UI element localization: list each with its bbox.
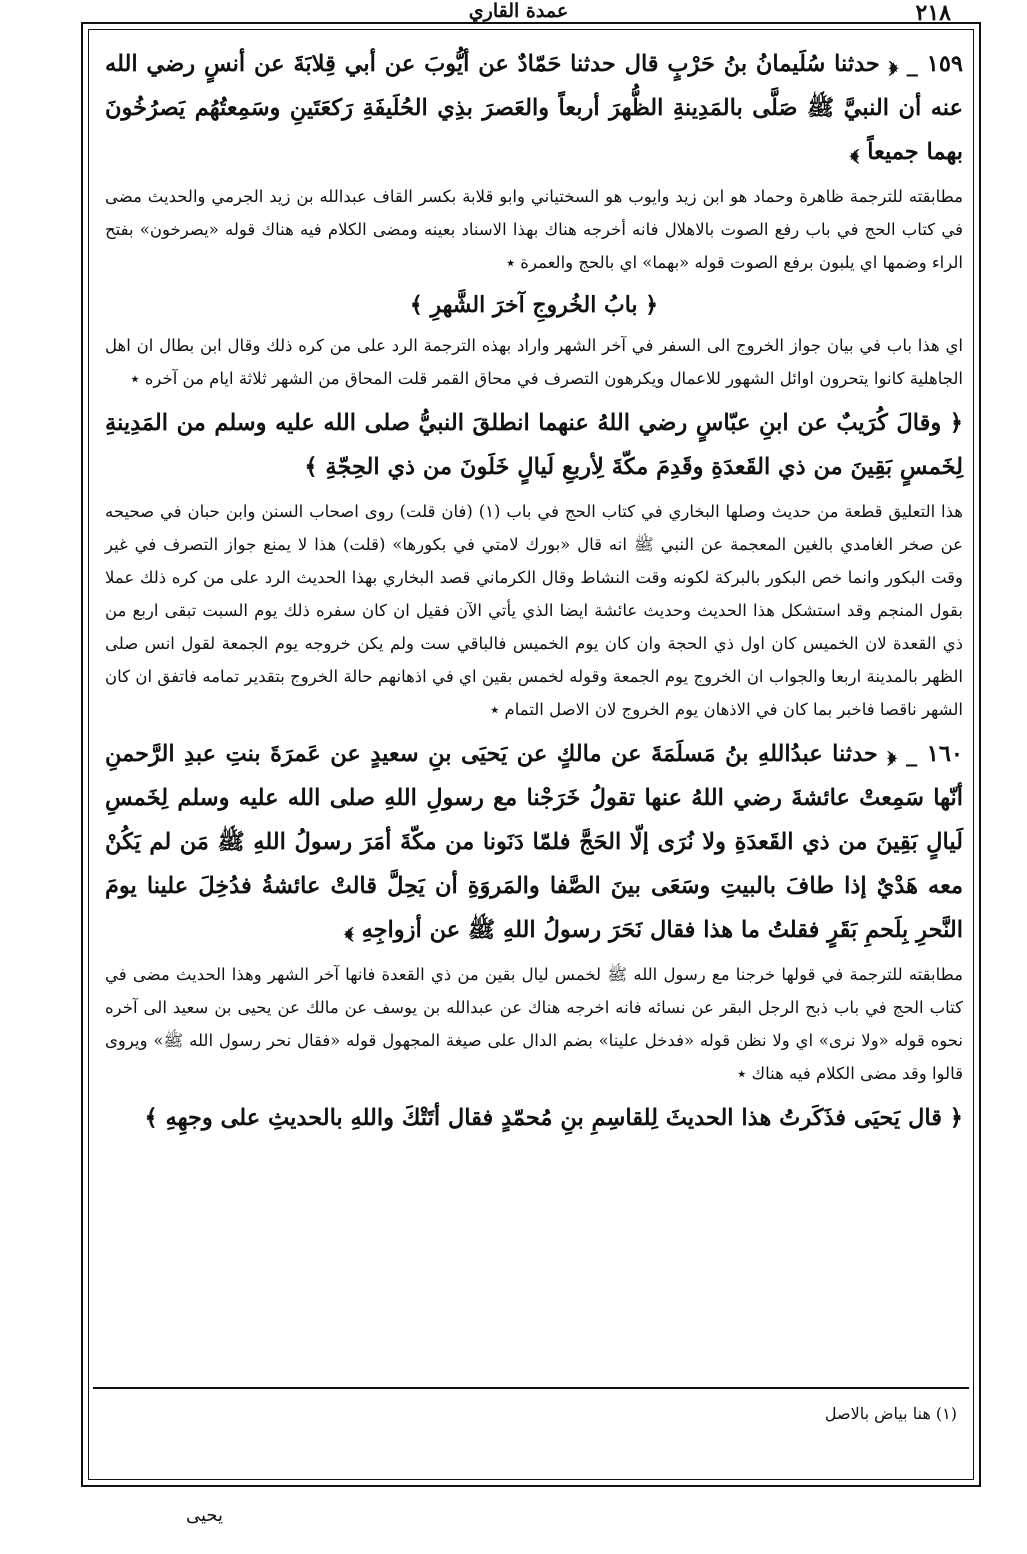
closing-line: ﴿ قال يَحيَى فذَكَرتُ هذا الحديثَ لِلقاسِمِ بنِ مُحمّدٍ فقال أتَتْكَ واللهِ بالحديثِ على وجهِهِ ﴾ [144,1105,963,1131]
catchword: يحيى [186,1505,224,1526]
commentary-160: مطابقته للترجمة في قولها خرجنا مع رسول الله ﷺ لخمس ليال بقين من ذي القعدة فانها آخر الشهر وهذا الحديث مضى في كتاب الحج في باب ذبح الرجل البقر عن نسائه فانه اخرجه هناك عن عبدالله بن يوسف عن مالك عن يحيى بن سعيد الى آخره نحوه قوله «ولا نرى» اي ولا نظن قوله «فدخل علينا» بضم الدال على صيغة المجهول قوله «فقال نحر رسول الله ﷺ» ويروى قالوا وقد مضى الكلام فيه هناك ٭ [105,965,963,1083]
chapter-commentary: اي هذا باب في بيان جواز الخروج الى السفر في آخر الشهر واراد بهذه الترجمة الرد على من كره ذلك وقال ابن بطال ان اهل الجاهلية كانوا يتحرون اوائل الشهور للاعمال ويكرهون التصرف في محاق القمر قلت المحاق من الشهر ثلاثة ايام من آخره ٭ [105,336,963,388]
footnote-divider [93,1387,969,1389]
hadith-159: ١٥٩ _ ﴿ حدثنا سُلَيمانُ بنُ حَرْبٍ قال حدثنا حَمّادٌ عن أيُّوبَ عن أبي قِلابَةَ عن أنسٍ رضي الله عنه أن النبيَّ ﷺ صَلَّى بالمَدِينةِ الظُّهرَ أربعاً والعَصرَ بذِي الحُلَيفَةِ رَكعَتَينِ وسَمِعتُهُم يَصرُخُونَ بهما جميعاً ﴾ [105,51,963,165]
page-frame [81,22,981,1487]
mualliq-text: ﴿ وقالَ كُرَيبٌ عن ابنِ عبّاسٍ رضي اللهُ عنهما انطلقَ النبيُّ صلى الله عليه وسلم من المَدِينةِ لِخَمسٍ بَقِينَ من ذي القَعدَةِ وقَدِمَ مكّةَ لِأربعِ لَيالٍ خَلَونَ من ذي الحِجّةِ ﴾ [105,410,963,480]
chapter-title: ﴿ بابُ الخُروجِ آخرَ الشَّهرِ ﴾ [409,292,659,318]
page-content [105,42,963,1375]
commentary-159: مطابقته للترجمة ظاهرة وحماد هو ابن زيد وايوب هو السختياني وابو قلابة بكسر القاف عبدالله بن زيد الجرمي والحديث مضى في كتاب الحج في باب رفع الصوت بالاهلال فانه أخرجه هناك بهذا الاسناد بعينه ومضى الكلام فيه هناك قوله «يصرخون» بفتح الراء وضمها اي يلبون برفع الصوت قوله «بهما» اي بالحج والعمرة ٭ [105,187,963,272]
footnote: (١) هنا بياض بالاصل [824,1404,957,1423]
page-number: ٢١٨ [915,0,951,26]
mualliq-commentary: هذا التعليق قطعة من حديث وصلها البخاري في كتاب الحج في باب (١) (فان قلت) روى اصحاب السنن وابن حبان في صحيحه عن صخر الغامدي بالغين المعجمة عن النبي ﷺ انه قال «بورك لامتي في بكورها» (قلت) هذا لا يمنع جواز التصرف في غير وقت البكور وانما خص البكور بالبركة لكونه وقت النشاط وقال الكرماني قصد البخاري بهذا الحديث الرد على من كره ذلك عملا بقول المنجم وقد استشكل هذا الحديث وحديث عائشة ايضا الذي يأتي الآن فقيل ان كان سفره ذلك يوم السبت تبقى اربع من ذي القعدة لان الخميس كان اول ذي الحجة وان كان يوم الخميس فالباقي ست ولم يكن خروجه يوم الجمعة لقول انس صلى الظهر بالمدينة اربعا والجواب ان الخروج يوم الجمعة وقوله لخمس بقين اي في اذهانهم حالة الخروج بتقدير تمامه فاتفق ان كان الشهر ناقصا فاخبر بما كان في الاذهان يوم الخروج لان الاصل التمام ٭ [105,502,964,719]
running-title: عمدة القاري [468,0,569,22]
hadith-160: ١٦٠ _ ﴿ حدثنا عبدُاللهِ بنُ مَسلَمَةَ عن مالكٍ عن يَحيَى بنِ سعيدٍ عن عَمرَةَ بنتِ عبدِ الرَّحمنِ أنّها سَمِعتْ عائشةَ رضي اللهُ عنها تقولُ خَرَجْنا مع رسولِ اللهِ صلى الله عليه وسلم لِخَمسِ لَيالٍ بَقِينَ من ذي القَعدَةِ ولا نُرَى إلّا الحَجَّ فلمّا دَنَونا من مكّةَ أمَرَ رسولُ اللهِ ﷺ مَن لم يَكُنْ معه هَدْيٌ إذا طافَ بالبيتِ وسَعَى بينَ الصَّفا والمَروَةِ أن يَحِلَّ قالتْ عائشةُ فدُخِلَ علينا يومَ النَّحرِ بِلَحمِ بَقَرٍ فقلتُ ما هذا فقال نَحَرَ رسولُ اللهِ ﷺ عن أزواجِهِ ﴾ [105,741,963,943]
